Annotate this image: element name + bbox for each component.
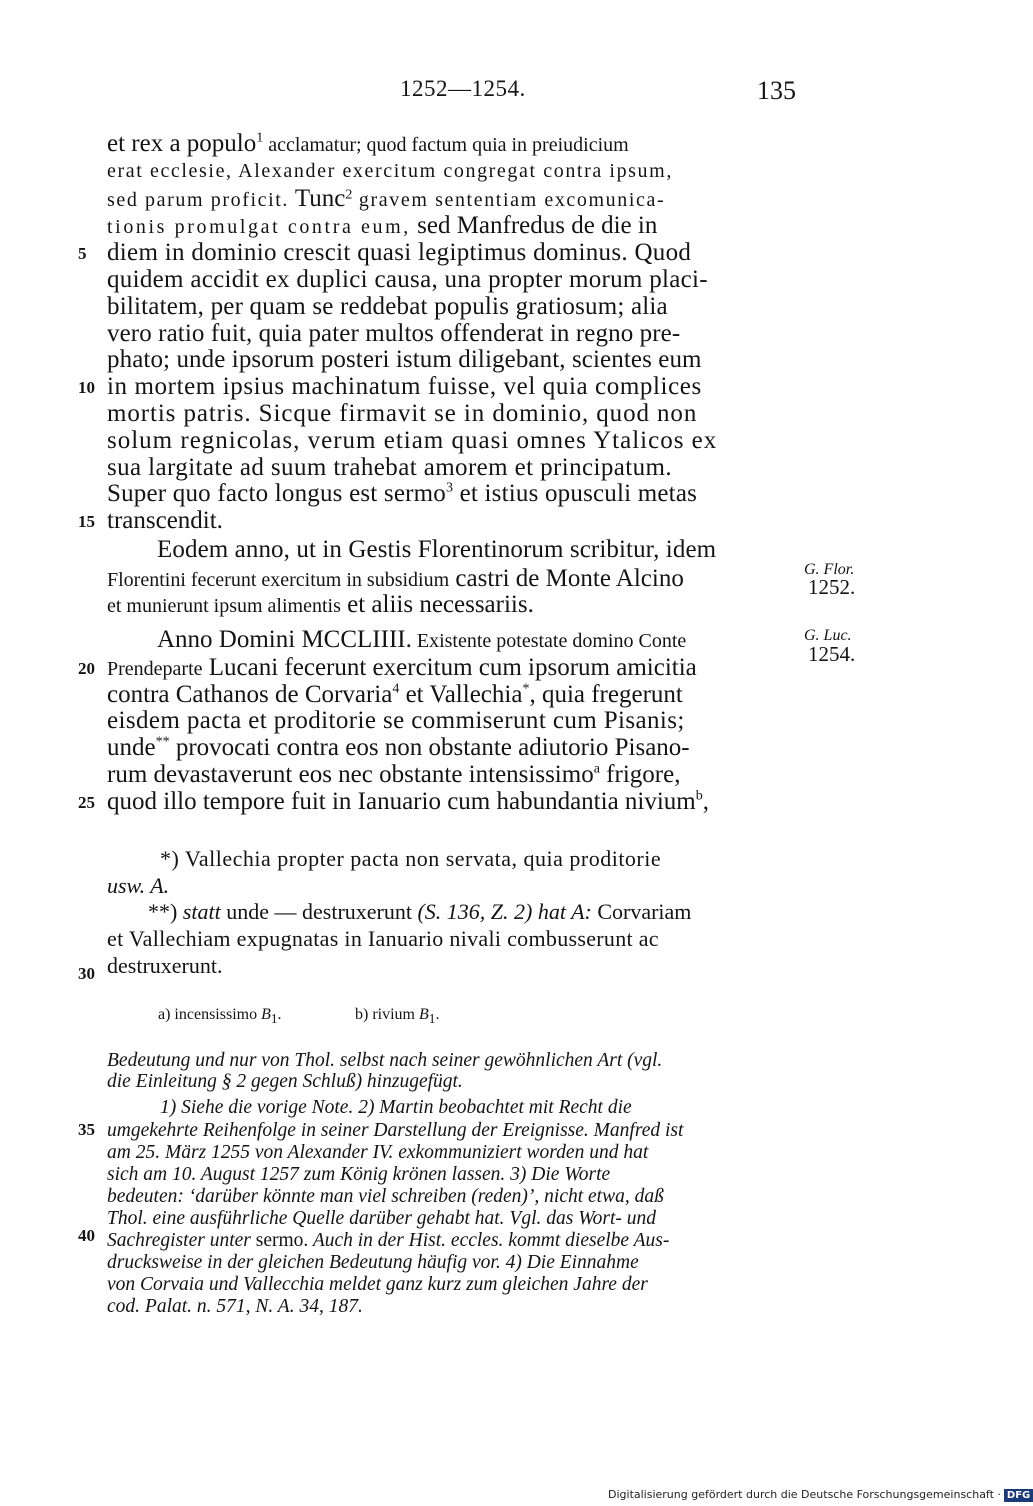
commentary-line: von Corvaia und Vallecchia meldet ganz kurz zum gleichen Jahre der — [107, 1274, 648, 1295]
text-line-1 — [107, 131, 629, 156]
text-line-22: eisdem pacta et proditorie se commiserunt cum Pisanis; — [107, 707, 685, 734]
page-header — [0, 76, 1000, 106]
text-segment: et aliis necessariis. — [340, 591, 534, 618]
credit-text: Digitalisierung gefördert durch die Deutsche Forschungsgemeinschaft · — [608, 1488, 1001, 1501]
line-number: 35 — [78, 1120, 95, 1139]
commentary-line: die Einleitung § 2 gegen Schluß) hinzugefügt. — [107, 1071, 463, 1092]
text-line-12: solum regnicolas, verum etiam quasi omnes Ytalicos ex — [107, 427, 718, 454]
apparatus-ref: b — [695, 788, 703, 804]
page-number: 135 — [757, 76, 796, 105]
text-segment: Super quo facto longus est sermo — [107, 480, 446, 507]
variant-note-line: *) Vallechia propter pacta non servata, quia proditorie — [160, 846, 662, 871]
text-line-2: erat ecclesie, Alexander exercitum congregat contra ipsum, — [107, 160, 673, 182]
text-line-21 — [107, 682, 683, 707]
text-segment: Corvariam — [591, 899, 692, 924]
apparatus-note-b — [355, 1007, 439, 1026]
text-line-18 — [107, 592, 534, 617]
text-line-14 — [107, 481, 697, 506]
commentary-line: sich am 10. August 1257 zum König krönen lassen. 3) Die Worte — [107, 1164, 611, 1185]
commentary-line: Thol. eine ausführliche Quelle darüber gehabt hat. Vgl. das Wort- und — [107, 1208, 657, 1229]
footnote-ref: 2 — [345, 187, 353, 203]
running-title: 1252—1254. — [400, 76, 526, 101]
text-segment: Auch in der Hist. eccles. kommt dieselbe Aus- — [308, 1230, 670, 1251]
text-segment: Tunc — [289, 185, 346, 212]
text-line-7: bilitatem, per quam se reddebat populis gratiosum; alia — [107, 293, 668, 320]
footnote-ref: 1 — [256, 130, 264, 146]
text-segment: et Vallechia — [399, 681, 523, 708]
digitization-credit — [608, 1488, 1033, 1502]
variant-ref: * — [522, 681, 530, 697]
margin-source-year: 1252. — [808, 575, 856, 599]
text-segment: tionis promulgat contra eum, — [107, 216, 411, 238]
text-segment: 1 — [270, 1011, 278, 1027]
text-segment: Sachregister unter — [107, 1230, 251, 1251]
text-segment: Lucani fecerunt exercitum cum ipsorum amicitia — [202, 654, 697, 681]
line-number: 15 — [78, 512, 95, 531]
text-segment: , — [702, 788, 710, 815]
commentary-line: cod. Palat. n. 571, N. A. 34, 187. — [107, 1296, 363, 1317]
text-segment: unde — [107, 734, 156, 761]
text-segment: castri de Monte Alcino — [449, 565, 684, 592]
text-segment: Florentini fecerunt exercitum in subsidium — [107, 569, 450, 591]
apparatus-ref: a — [593, 761, 600, 777]
text-segment: statt — [177, 899, 221, 924]
text-line-25 — [107, 789, 709, 814]
text-line-19 — [157, 627, 686, 652]
text-segment: B — [261, 1006, 271, 1023]
variant-note-line — [148, 901, 691, 923]
text-segment: quod illo tempore fuit in Ianuario cum habundantia nivium — [107, 788, 696, 815]
text-segment: frigore, — [599, 761, 681, 788]
text-line-9: phato; unde ipsorum posteri istum diligebant, scientes eum — [107, 346, 702, 373]
text-segment: unde — destruxerunt — [220, 899, 412, 924]
variant-note-line: usw. A. — [107, 873, 170, 898]
commentary-line: drucksweise in der gleichen Bedeutung häufig vor. 4) Die Einnahme — [107, 1252, 639, 1273]
text-line-4 — [107, 213, 657, 238]
text-line-13: sua largitate ad suum trahebat amorem et principatum. — [107, 454, 672, 481]
commentary-line: Bedeutung und nur von Thol. selbst nach seiner gewöhnlichen Art (vgl. — [107, 1050, 663, 1071]
text-line-3 — [107, 186, 665, 211]
text-line-10: in mortem ipsius machinatum fuisse, vel quia complices — [107, 373, 702, 400]
line-number: 40 — [78, 1226, 95, 1245]
text-segment: sermo. — [250, 1230, 309, 1251]
text-segment: et munierunt ipsum alimentis — [107, 595, 341, 617]
text-segment: gravem sententiam excomunica- — [352, 189, 666, 211]
text-segment: . — [277, 1006, 282, 1023]
text-segment: et istius opusculi metas — [453, 480, 698, 507]
commentary-line: 1) Siehe die vorige Note. 2) Martin beobachtet mit Recht die — [160, 1097, 632, 1118]
commentary-line — [107, 1231, 669, 1251]
commentary-line: umgekehrte Reihenfolge in seiner Darstellung der Ereignisse. Manfred ist — [107, 1120, 684, 1141]
line-number: 25 — [78, 793, 95, 812]
text-segment: Prendeparte — [107, 658, 203, 680]
text-line-11: mortis patris. Sicque firmavit se in dominio, quod non — [107, 400, 698, 427]
text-segment: Existente potestate domino Conte — [411, 630, 687, 652]
text-segment: acclamatur; quod factum quia in preiudicium — [263, 134, 629, 156]
text-segment: B — [419, 1006, 429, 1023]
text-segment: b) rivium — [355, 1006, 419, 1023]
text-line-8: vero ratio fuit, quia pater multos offenderat in regno pre- — [107, 320, 681, 347]
text-line-20 — [107, 655, 697, 680]
text-segment: 1 — [428, 1011, 436, 1027]
text-line-16: Eodem anno, ut in Gestis Florentinorum scribitur, idem — [157, 536, 717, 563]
margin-source-year: 1254. — [808, 642, 856, 666]
text-line-6: quidem accidit ex duplici causa, una propter morum placi- — [107, 266, 708, 293]
variant-ref: ** — [155, 734, 170, 750]
text-segment: provocati contra eos non obstante adiutorio Pisano- — [169, 734, 690, 761]
margin-source-label: G. Luc. — [804, 627, 852, 644]
line-number: 30 — [78, 964, 95, 983]
text-line-23 — [107, 735, 690, 760]
text-segment: contra Cathanos de Corvaria — [107, 681, 393, 708]
dfg-logo: DFG — [1004, 1489, 1033, 1502]
text-line-24 — [107, 762, 680, 787]
text-segment: sed parum proficit. — [107, 189, 290, 211]
text-segment: rum devastaverunt eos nec obstante intensissimo — [107, 761, 594, 788]
commentary-line: am 25. März 1255 von Alexander IV. exkommuniziert worden und hat — [107, 1142, 649, 1163]
text-line-15: transcendit. — [107, 507, 223, 534]
text-segment: (S. 136, Z. 2) hat A: — [411, 899, 592, 924]
line-number: 20 — [78, 659, 95, 678]
text-segment: **) — [148, 899, 178, 924]
text-segment: . — [435, 1006, 440, 1023]
text-segment: a) incensissimo — [158, 1006, 262, 1023]
variant-note-line: et Vallechiam expugnatas in Ianuario nivali combusserunt ac — [107, 926, 659, 951]
variant-note-line: destruxerunt. — [107, 953, 223, 978]
text-segment: et rex a populo — [107, 130, 257, 157]
margin-source-label: G. Flor. — [804, 561, 855, 578]
text-line-17 — [107, 566, 684, 591]
footnote-ref: 3 — [445, 480, 454, 496]
text-line-5: diem in dominio crescit quasi legiptimus dominus. Quod — [107, 239, 692, 266]
line-number: 10 — [78, 378, 95, 397]
footnote-ref: 4 — [392, 681, 400, 697]
line-number: 5 — [78, 244, 87, 263]
text-segment: , quia fregerunt — [529, 681, 683, 708]
text-segment: Anno Domini MCCLIIII. — [157, 626, 412, 653]
commentary-line: bedeuten: ‘darüber könnte man viel schreiben (reden)’, nicht etwa, daß — [107, 1186, 664, 1207]
apparatus-note-a — [158, 1007, 282, 1026]
text-segment: sed Manfredus de die in — [410, 212, 658, 239]
